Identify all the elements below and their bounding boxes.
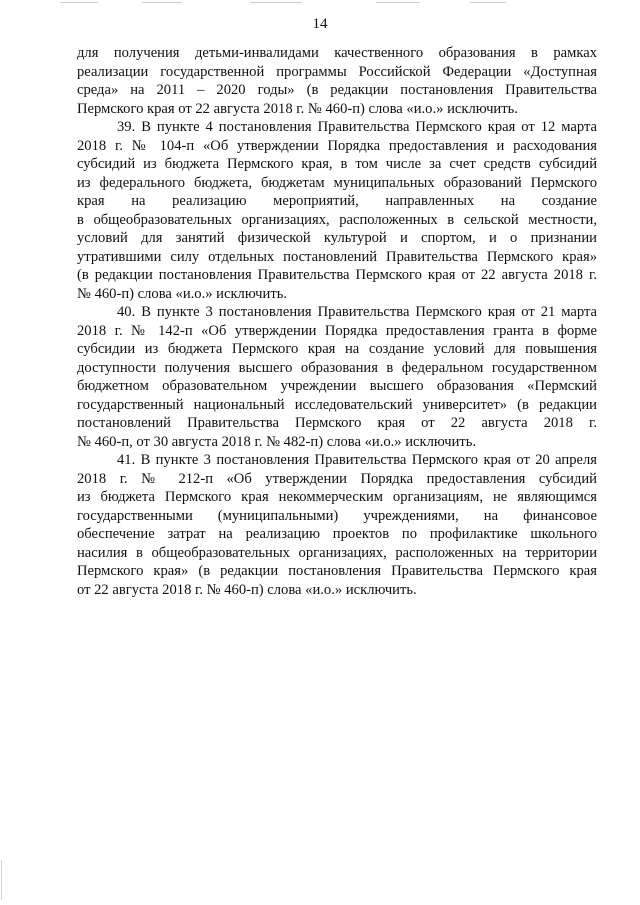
scan-artifact [470,2,506,3]
paragraph-item-41 [77,451,597,599]
text-line: государственными (муниципальными) учреждениями, на финансовое [77,507,597,524]
text-line: условий для занятий физической культурой и спортом, и о признании [77,230,597,246]
page-number: 14 [312,16,328,32]
text-line: утратившими силу отдельных постановлений Правительства Пермского края» [77,248,597,265]
scan-edge-mark [1,860,2,900]
text-line: для получения детьми-инвалидами качественного образования в рамках [77,45,597,61]
text-line: обеспечение затрат на реализацию проектов по профилактике школьного [77,526,597,542]
text-line: 41. В пункте 3 постановления Правительства Пермского края от 20 апреля [117,452,597,468]
text-line: государственный национальный исследовательский университет» (в редакции [77,396,597,413]
text-line: 2018 г. № 104-п «Об утверждении Порядка предоставления и расходования [77,137,597,154]
text-line: насилия в общеобразовательных организациях, расположенных на территории [77,544,597,561]
document-body [77,44,597,599]
text-line: 40. В пункте 3 постановления Правительства Пермского края от 21 марта [117,304,597,320]
text-line: (в редакции постановления Правительства Пермского края от 22 августа 2018 г. [77,267,597,283]
text-line: субсидии из бюджета Пермского края на создание условий для повышения [77,341,597,357]
paragraph-item-40 [77,303,597,451]
text-line: № 460-п) слова «и.о.» исключить. [77,285,288,302]
text-line: среда» на 2011 – 2020 годы» (в редакции постановления Правительства [77,82,597,98]
scan-artifact [376,2,420,3]
paragraph-item-39 [77,118,597,303]
text-line: субсидий из бюджета Пермского края, в том числе за счет средств субсидий [77,156,597,172]
text-line: в общеобразовательных организациях, расположенных в сельской местности, [77,211,597,228]
text-line: 2018 г. № 212-п «Об утверждении Порядка предоставления субсидий [77,470,597,487]
scan-artifact [60,2,98,3]
text-line: 2018 г. № 142-п «Об утверждении Порядка предоставления гранта в форме [77,322,597,339]
text-line: из бюджета Пермского края некоммерческим организациям, не являющимся [77,489,597,505]
text-line: реализации государственной программы Российской Федерации «Доступная [77,63,597,80]
paragraph-continuation [77,44,597,118]
text-line: из федерального бюджета, бюджетам муниципальных образований Пермского [77,174,597,191]
scan-artifact [250,2,302,3]
text-line: края на реализацию мероприятий, направленных на создание [77,193,597,209]
text-line: Пермского края от 22 августа 2018 г. № 460-п) слова «и.о.» исключить. [77,100,518,117]
text-line: доступности получения высшего образования в федеральном государственном [77,359,597,376]
text-line: бюджетном образовательном учреждении высшего образования «Пермский [77,378,597,394]
text-line: от 22 августа 2018 г. № 460-п) слова «и.о.» исключить. [77,581,417,598]
text-line: 39. В пункте 4 постановления Правительства Пермского края от 12 марта [117,119,597,135]
text-line: Пермского края» (в редакции постановления Правительства Пермского края [77,563,597,579]
text-line: постановлений Правительства Пермского края от 22 августа 2018 г. [77,415,597,431]
scan-artifact [142,2,182,3]
text-line: № 460-п, от 30 августа 2018 г. № 482-п) слова «и.о.» исключить. [77,433,477,450]
